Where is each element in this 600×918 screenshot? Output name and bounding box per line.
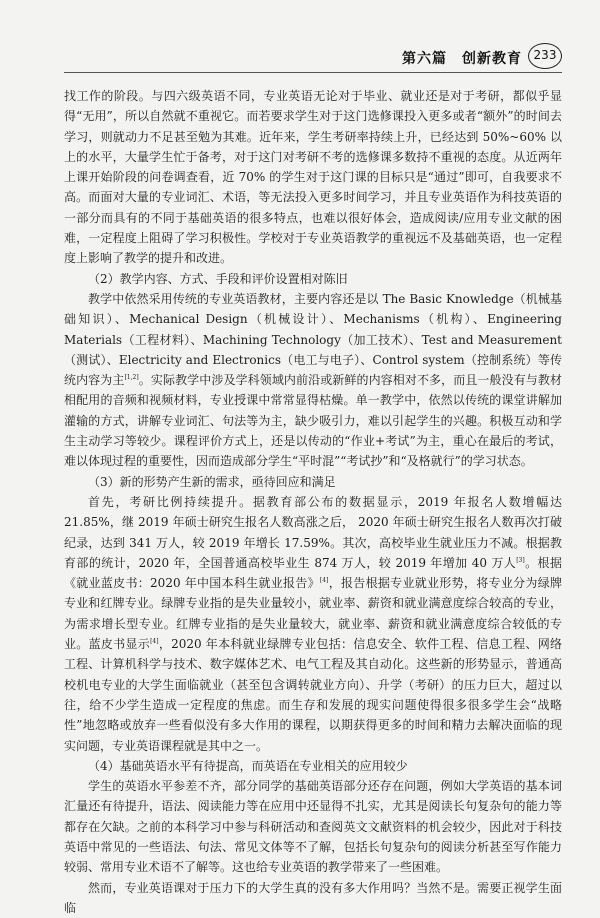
paragraph-text: 首先，考研比例持续提升。据教育部公布的数据显示，2019 年报名人数增幅达 21.85%，继 2019 年硕士研究生报名人数高涨之后， 2020 年硕士研究生报名人数再次打破纪录，达到 341 万人，较 2019 年增长 17.59%。其次，高校毕业生就业压力不减。根据教育部的统计，2020 年，全国普通高校毕业生 874 万人，较 2019 年增加 40 万人	[64, 494, 562, 570]
header-rule	[64, 72, 562, 73]
citation: [3]	[516, 556, 525, 564]
paragraph: 学生的英语水平参差不齐，部分同学的基础英语部分还存在问题，例如大学英语的基本词汇量还有待提升，语法、阅读能力等在应用中还显得不扎实，尤其是阅读长句复杂句的能力等都存在欠缺。之前的本科学习中参与科研活动和查阅英文文献资料的机会较少，因此对于科技英语中常见的一些语法、句法、常见文体等不了解，包括长句复杂句的阅读分析甚至写作能力较弱、常用专业术语不了解等。这也给专业英语的教学带来了一些困难。	[64, 779, 562, 875]
section-heading: （3）新的形势产生新的需求，亟待回应和满足	[88, 474, 336, 489]
paragraph-text: 。实际教学中涉及学科领域内前沿或新鲜的内容相对不多，而且一般没有与教材相配用的音频和视频材料，专业授课中常常显得枯燥。单一教学中，依然以传统的课堂讲解加灌输的方式，讲解专业词汇、句法等为主，缺少吸引力，难以引起学生的兴趣。积极互动和学生主动学习等较少。课程评价方式上，还是以传动的“作业+考试”为主，重心在最后的考试，难以体现过程的重要性，因而造成部分学生“平时混”“考试抄”和“及格就行”的学习状态。	[64, 373, 562, 469]
paragraph	[64, 492, 562, 756]
paragraph: 找工作的阶段。与四六级英语不同，专业英语无论对于毕业、就业还是对于考研，都似乎显得“无用”，所以自然就不重视它。而若要求学生对于这门选修课投入更多或者“额外”的时间去学习，则就动力不足甚至勉为其难。近年来，学生考研率持续上升，已经达到 50%~60% 以上的水平，大量学生忙于备考，对于这门对考研不考的选修课多数持不重视的态度。从近两年上课开始阶段的问卷调查看，近 70% 的学生对于这门课的目标只是“通过”即可，自我要求不高。而面对大量的专业词汇、术语，等无法投入更多时间学习，并且专业英语作为科技英语的一部分而具有的不同于基础英语的很多特点，也难以很好体会，造成阅读/应用专业文献的困难，一定程度上阻碍了学习积极性。学校对于专业英语教学的重视远不及基础英语，也一定程度上影响了教学的提升和改进。	[64, 89, 562, 266]
paragraph	[64, 289, 562, 472]
citation: [4]	[319, 577, 329, 585]
paragraph-text: ，报告根据专业就业形势，将专业分为绿牌专业和红牌专业。绿牌专业指的是失业量较小，就业率、薪资和就业满意度综合较高的专业，为需求增长型专业。红牌专业指的是失业量较大，就业率、薪资和就业满意度综合较低的专业。蓝皮书显示	[64, 576, 562, 652]
paragraph-text: ，2020 年本科就业绿牌专业包括：信息安全、软件工程、信息工程、网络工程、计算机科学与技术、数字媒体艺术、电气工程及其自动化。这些新的形势显示，普通高校机电专业的大学生面临就业（甚至包含调转就业方向）、升学（考研）的压力巨大，超过以往，给不少学生造成一定程度的焦虑。而生存和发展的现实问题使得很多很多学生会“战略性”地忽略或放弃一些看似没有多大作用的课程，以期获得更多的时间和精力去解决面临的现实问题，专业英语课程就是其中之一。	[64, 637, 562, 753]
paragraph-text: 。根据《就业蓝皮书：2020 年中国本科生就业报告》	[64, 555, 562, 591]
section-heading: （4）基础英语水平有待提高，而英语在专业相关的应用较少	[88, 758, 408, 773]
citation: [4]	[150, 638, 159, 646]
paragraph-text: 教学中依然采用传统的专业英语教材，主要内容还是以 The Basic Knowledge（机械基础知识）、Mechanical Design（机械设计）、Mechanisms（机构）、Engineering Materials（工程材料）、Machining Technology（加工技术）、Test and Measurement（测试）、Electricity and Electronics（电工与电子）、Control system（控制系统）等传统内容为主	[64, 291, 562, 388]
chapter-title: 第六篇 创新教育	[402, 51, 522, 67]
paragraph: 然而，专业英语课对于压力下的大学生真的没有多大作用吗？当然不是。需要正视学生面临	[64, 880, 562, 915]
section-heading: （2）教学内容、方式、手段和评价设置相对陈旧	[88, 271, 348, 286]
page-header	[0, 0, 600, 76]
citation: [1,2]	[124, 374, 139, 382]
body-text	[64, 86, 562, 918]
page-number: 233	[528, 43, 562, 69]
